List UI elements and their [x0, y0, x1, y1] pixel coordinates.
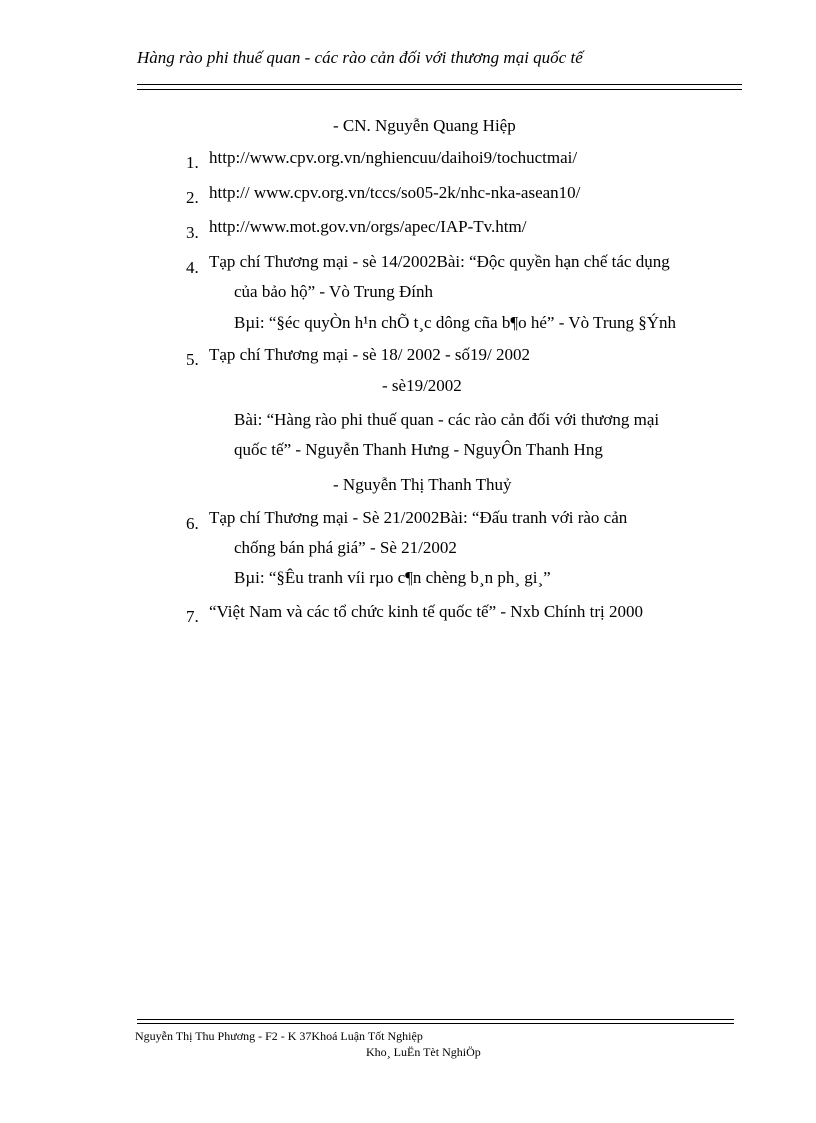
list-item-number: 3.: [186, 223, 199, 242]
reference-text: Bµi: “§Êu tranh víi rµo c¶n chèng b¸n ph¸ gi¸”: [234, 568, 551, 587]
reference-url[interactable]: http:// www.cpv.org.vn/tccs/so05-2k/nhc-nka-asean10/: [209, 183, 581, 202]
author-line: - CN. Nguyễn Quang Hiệp: [333, 116, 516, 135]
reference-text: Tạp chí Thương mại - sè 14/2002Bài: “Độc quyền hạn chế tác dụng: [209, 252, 670, 271]
reference-text: “Việt Nam và các tổ chức kinh tế quốc tế” - Nxb Chính trị 2000: [209, 602, 644, 621]
footer-rule-bottom: [137, 1023, 734, 1024]
reference-text: Tạp chí Thương mại - Sè 21/2002Bài: “Đấu tranh với rào cản: [209, 508, 628, 527]
reference-text: - Nguyễn Thị Thanh Thuỷ: [333, 475, 512, 494]
header-rule-bottom: [137, 89, 742, 90]
reference-url[interactable]: http://www.mot.gov.vn/orgs/apec/IAP-Tv.htm/: [209, 217, 527, 236]
reference-text: của bảo hộ” - Vò Trung Đính: [234, 282, 433, 301]
list-item-number: 2.: [186, 188, 199, 207]
reference-text: Bµi: “§éc quyÒn h¹n chÕ t¸c dông cña b¶o hé” - Vò Trung §Ýnh: [234, 313, 677, 332]
footer-text: Kho¸ LuËn Tèt NghiÖp: [366, 1045, 481, 1059]
list-item-number: 7.: [186, 607, 199, 626]
footer-rule-top: [137, 1019, 734, 1020]
footer-text: Nguyễn Thị Thu Phương - F2 - K 37Khoá Luận Tốt Nghiệp: [135, 1029, 423, 1043]
list-item-number: 4.: [186, 258, 199, 277]
header-title: Hàng rào phi thuế quan - các rào cản đối với thương mại quốc tế: [137, 48, 583, 67]
header-rule-top: [137, 84, 742, 85]
reference-text: - sè19/2002: [382, 376, 462, 395]
reference-text: quốc tế” - Nguyễn Thanh Hưng - NguyÔn Thanh Hng: [234, 440, 603, 459]
list-item-number: 6.: [186, 514, 199, 533]
reference-text: Bài: “Hàng rào phi thuế quan - các rào cản đối với thương mại: [234, 410, 660, 429]
list-item-number: 1.: [186, 153, 199, 172]
list-item-number: 5.: [186, 350, 199, 369]
reference-text: chống bán phá giá” - Sè 21/2002: [234, 538, 457, 557]
reference-text: Tạp chí Thương mại - sè 18/ 2002 - số19/ 2002: [209, 345, 531, 364]
reference-url[interactable]: http://www.cpv.org.vn/nghiencuu/daihoi9/tochuctmai/: [209, 148, 578, 167]
